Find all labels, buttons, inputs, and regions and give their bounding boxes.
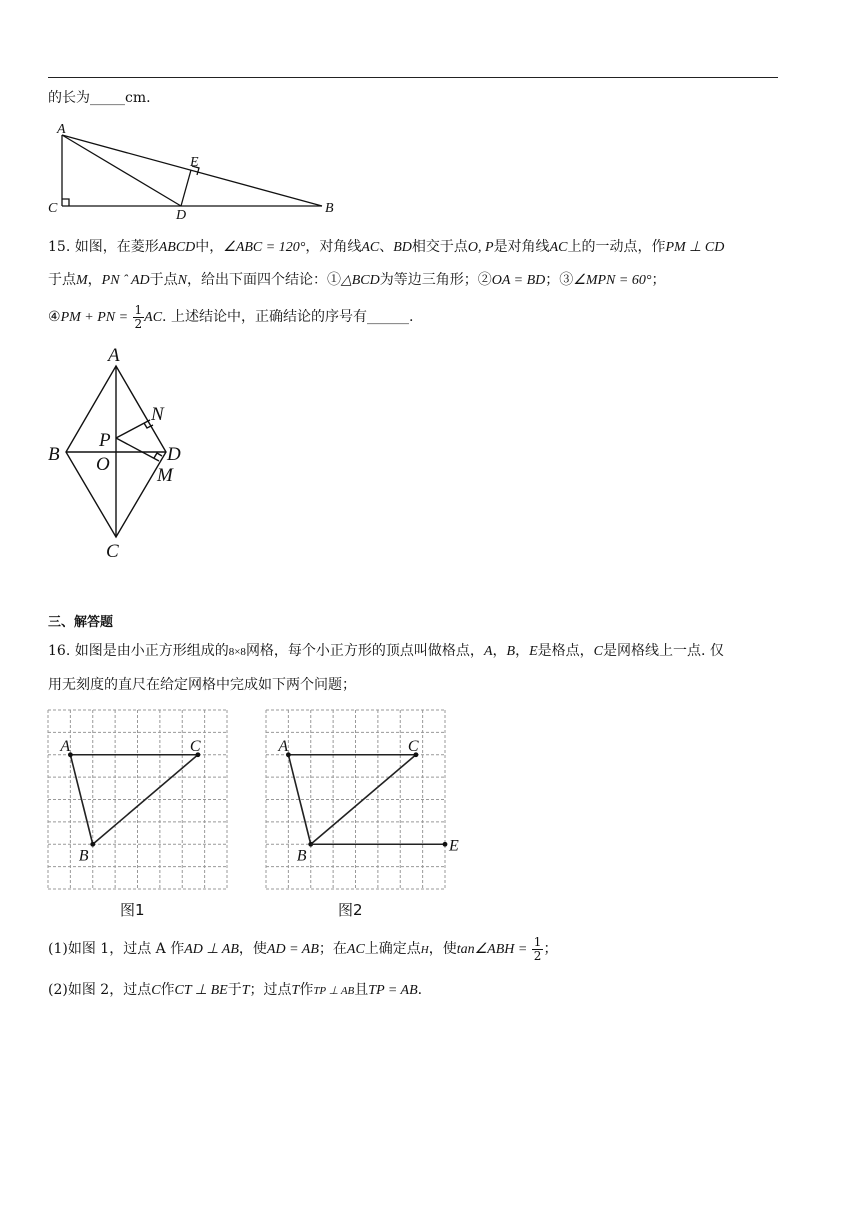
- fig15-label-O: O: [96, 454, 110, 475]
- grid-fig1-point-B: [90, 842, 95, 847]
- grid-fig2-label-A: A: [278, 737, 289, 755]
- q15-text: ，: [87, 272, 102, 288]
- fig15-label-N: N: [151, 404, 164, 425]
- fraction-numerator: 1: [533, 934, 542, 949]
- fig14-label-B: B: [325, 201, 334, 216]
- q16-math: tan∠ABH =: [456, 942, 528, 957]
- q16-text: ，: [515, 643, 530, 659]
- q15-text: ；③: [545, 272, 574, 288]
- q16-math: TP ⊥ AB: [313, 985, 355, 997]
- fig2-caption: 图2: [338, 901, 363, 919]
- q16-math: AC: [346, 942, 365, 957]
- q15-math: AC: [549, 240, 568, 255]
- q16-line-2: 用无刻度的直尺在给定网格中完成如下两个问题；: [48, 677, 356, 693]
- q16-text: ；在: [318, 941, 347, 957]
- q16-text: 作: [299, 982, 314, 998]
- q15-blank: ______: [366, 309, 409, 325]
- q16-text: 于: [227, 982, 242, 998]
- q16-text: 且: [354, 982, 369, 998]
- q16-math: H: [420, 944, 429, 956]
- q15-math: O, P: [467, 240, 494, 255]
- grid-fig2-label-C: C: [407, 737, 419, 755]
- q16-math: T: [241, 983, 250, 998]
- grid-fig1-label-B: B: [78, 847, 89, 865]
- q15-text: .: [408, 309, 414, 325]
- q15-text: ，对角线: [305, 239, 362, 255]
- q14-unit: cm: [125, 90, 147, 106]
- q16-text: ；过点: [249, 982, 292, 998]
- q16-text: (1)如图 1，过点 A 作: [48, 941, 185, 957]
- q16-text: ，: [492, 643, 507, 659]
- q16-text: .: [417, 982, 423, 998]
- fraction-denominator: 2: [134, 316, 143, 331]
- q16-math: A: [483, 644, 493, 659]
- q16-math: B: [506, 644, 516, 659]
- q15-math: AC: [361, 240, 380, 255]
- q16-math: AD ⊥ AB: [184, 942, 239, 957]
- fig15-label-P: P: [99, 430, 111, 451]
- q14-blank: _____: [90, 90, 125, 106]
- grid-fig2-label-E: E: [449, 837, 459, 855]
- fraction-numerator: 1: [134, 302, 143, 317]
- fig15-label-A: A: [108, 345, 120, 366]
- q15-text: 是对角线: [493, 239, 550, 255]
- q15-text: 上的一动点，作: [567, 239, 666, 255]
- q15-math: PM + PN =: [60, 310, 129, 325]
- q15-text: 于点: [48, 272, 76, 288]
- q15-math: N: [177, 273, 187, 288]
- q16-math: 8×8: [228, 646, 246, 658]
- q15-text: ④: [48, 309, 61, 325]
- grid-fig2-label-B: B: [296, 847, 307, 865]
- q16-math: C: [593, 644, 603, 659]
- fig1-caption: 图1: [120, 901, 145, 919]
- q15-text: ；: [651, 272, 666, 288]
- q15-math: ∠MPN = 60°: [573, 273, 652, 288]
- q15-text: 相交于点: [411, 239, 468, 255]
- q16-text: (2)如图 2，过点: [48, 982, 152, 998]
- q16-part-1: [48, 934, 557, 965]
- fig15-label-C: C: [106, 541, 119, 562]
- q15-math: AC: [144, 310, 163, 325]
- section-heading: 三、解答题: [48, 615, 114, 630]
- q16-text: 上确定点: [364, 941, 421, 957]
- grid-fig2-point-E: [443, 842, 448, 847]
- fig14-label-D: D: [176, 208, 187, 223]
- grid-fig1-label-C: C: [189, 737, 201, 755]
- q15-math: △BCD: [340, 273, 380, 288]
- q14-period: .: [146, 90, 151, 106]
- fraction-denominator: 2: [533, 948, 542, 963]
- fig14-label-C: C: [48, 201, 58, 216]
- q16-math: T: [291, 983, 300, 998]
- fig14-label-A: A: [57, 122, 66, 137]
- q16-math: TP = AB: [368, 983, 418, 998]
- q15-math: OA = BD: [491, 273, 546, 288]
- q16-text: 网格，每个小正方形的顶点叫做格点，: [245, 643, 484, 659]
- q16-text: ，使: [428, 941, 457, 957]
- q16-text: 作: [160, 982, 175, 998]
- fig15-label-D: D: [167, 444, 181, 465]
- q16-text: 16. 如图是由小正方形组成的: [48, 643, 229, 659]
- q16-math: C: [151, 983, 161, 998]
- q15-text: 15. 如图，在菱形: [48, 239, 159, 255]
- q16-fraction: [532, 936, 544, 963]
- q15-text: 为等边三角形；②: [379, 272, 492, 288]
- q16-math: AD = AB: [266, 942, 319, 957]
- q16-text: 是格点，: [537, 643, 594, 659]
- q16-text: ，使: [238, 941, 267, 957]
- q15-math: ∠ABC = 120°: [223, 240, 306, 255]
- q16-math: E: [529, 644, 538, 659]
- q15-math: BD: [393, 240, 412, 255]
- q16-part-2: [48, 980, 422, 1001]
- fig15-label-B: B: [48, 444, 60, 465]
- grid-fig1-label-A: A: [60, 737, 71, 755]
- q15-math: M: [76, 273, 88, 288]
- q16-text: 是网格线上一点. 仅: [602, 643, 724, 659]
- q15-math: PN ˆ AD: [101, 273, 150, 288]
- fig15-label-M: M: [157, 465, 173, 486]
- q16-text: ；: [543, 941, 558, 957]
- q15-text: . 上述结论中，正确结论的序号有: [162, 309, 367, 325]
- q15-text: 中，: [195, 239, 224, 255]
- q15-text: ，给出下面四个结论：①: [186, 272, 341, 288]
- q14-prefix: 的长为: [48, 90, 90, 106]
- q15-text: 、: [379, 239, 394, 255]
- q15-math: ABCD: [158, 240, 196, 255]
- q15-math: PM ⊥ CD: [665, 240, 725, 255]
- fig14-label-E: E: [190, 155, 199, 170]
- q15-text: 于点: [149, 272, 178, 288]
- q16-math: CT ⊥ BE: [174, 983, 228, 998]
